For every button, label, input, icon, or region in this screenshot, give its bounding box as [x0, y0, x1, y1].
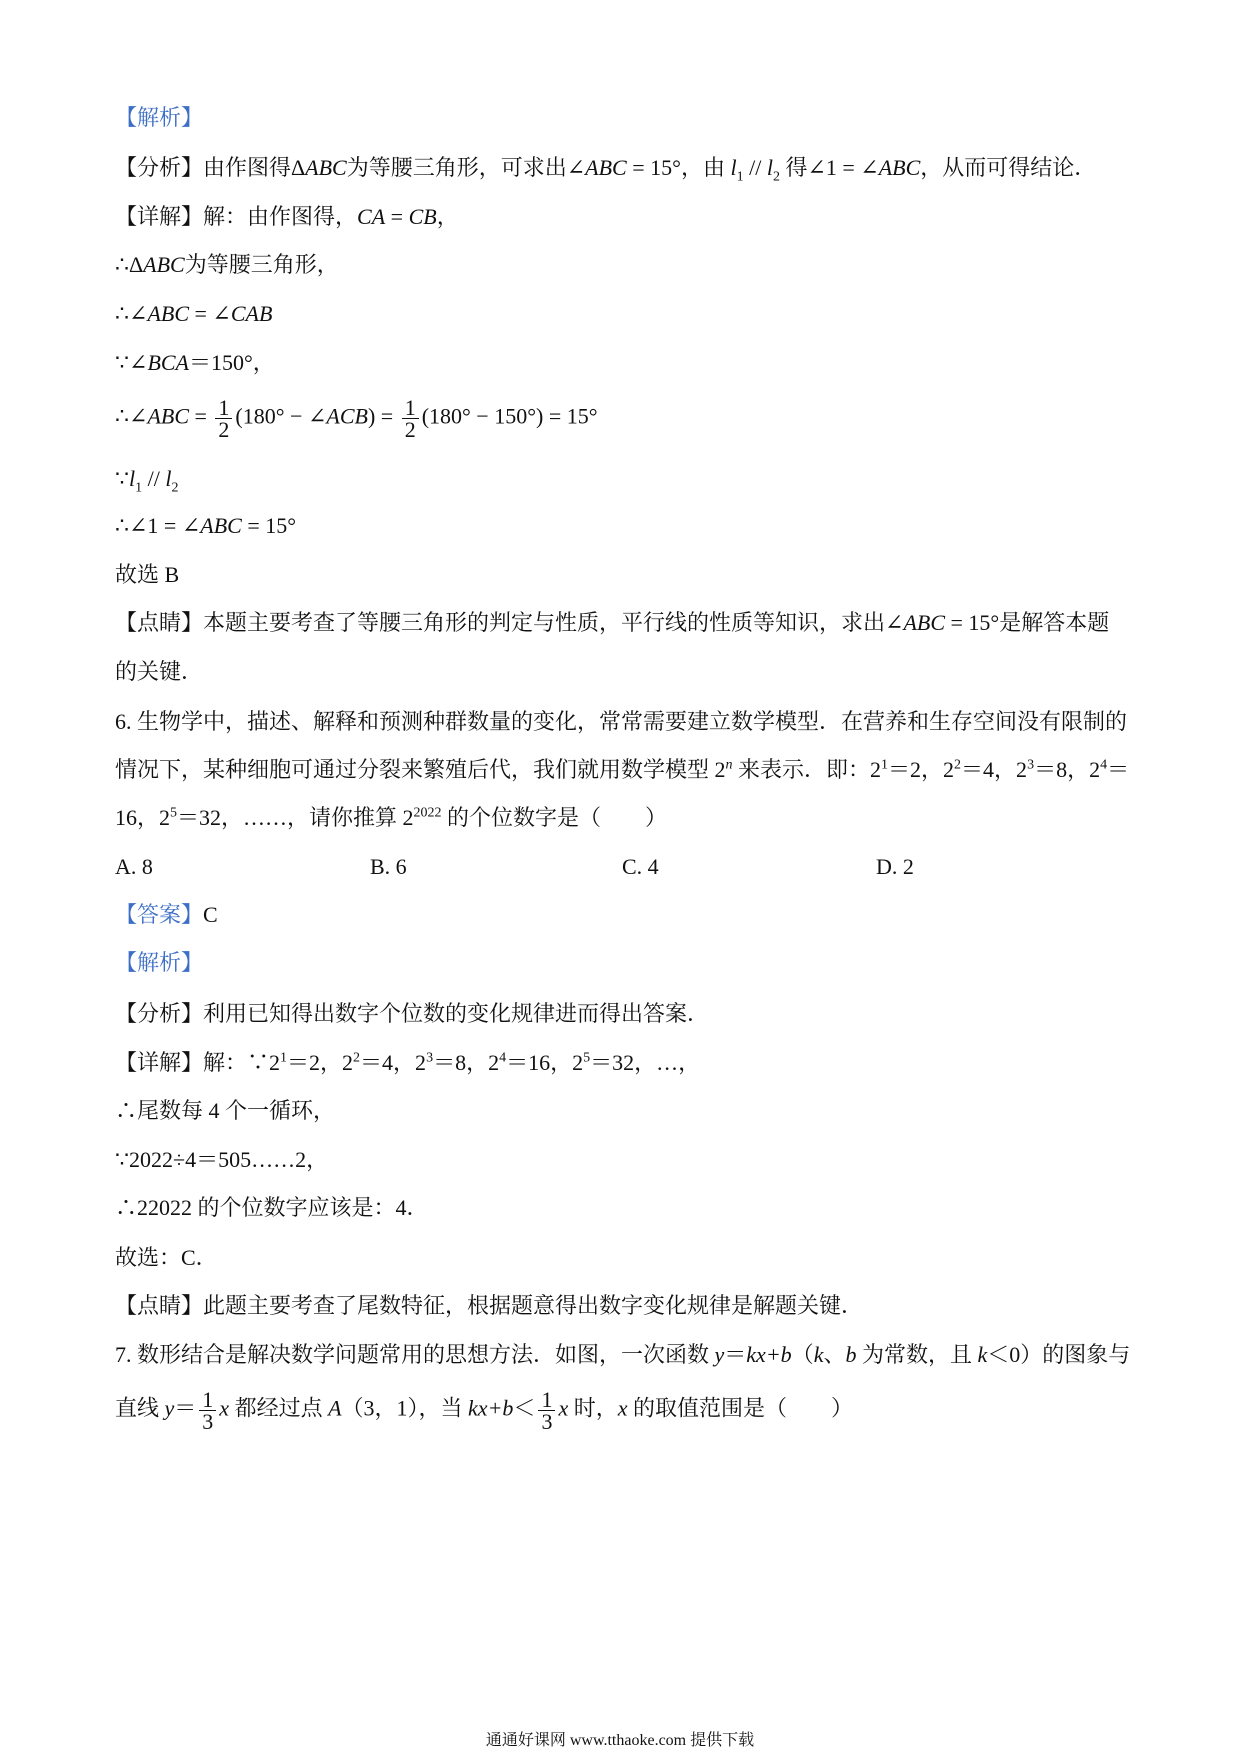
fraction-numerator: 1	[402, 397, 419, 419]
superscript: 1	[881, 757, 889, 773]
text-segment: 、	[823, 1342, 846, 1367]
text-segment: = 15°，由	[626, 155, 731, 180]
q6-answer-line	[115, 901, 218, 929]
q5-detail-step-5	[115, 397, 598, 440]
text-segment: ∵∠	[115, 350, 148, 375]
q5-choice: 故选 B	[115, 562, 180, 587]
subscript: 1	[135, 480, 143, 496]
math-variable: A	[328, 1395, 342, 1421]
superscript: 2	[954, 757, 962, 773]
fraction-denominator: 3	[202, 1409, 214, 1434]
math-variable: BCA	[147, 350, 189, 375]
q5-analysis-line	[115, 154, 1097, 185]
text-segment: 16，2	[115, 805, 171, 830]
text-segment: 为等腰三角形，	[184, 252, 339, 277]
q5-comment-line	[115, 609, 1109, 637]
text-segment: （	[791, 1342, 814, 1367]
q6-detail-step-4: ∴22022 的个位数字应该是：4．	[115, 1195, 429, 1220]
math-variable: x	[219, 1395, 230, 1421]
text-segment: ＝16，2	[506, 1050, 584, 1075]
text-segment: ＝150°，	[189, 350, 275, 375]
superscript: 5	[583, 1050, 591, 1066]
subscript: 2	[772, 169, 780, 185]
math-variable: ABC	[878, 155, 921, 180]
math-variable: CA	[357, 204, 386, 229]
q6-solution-heading	[115, 949, 203, 977]
text-segment: = ∠	[189, 301, 231, 326]
math-variable: k	[813, 1342, 824, 1367]
text-segment: ∴∠1 = ∠	[115, 513, 201, 538]
fraction-numerator: 1	[199, 1389, 216, 1411]
q6-option-a: A. 8	[115, 854, 153, 879]
math-variable: CB	[408, 204, 437, 229]
fraction-denominator: 2	[218, 417, 230, 442]
solution-label: 【解析】	[115, 950, 204, 975]
q6-analysis-line	[115, 1000, 709, 1028]
math-variable: ABC	[305, 155, 347, 180]
q6-stem-line-1: 6. 生物学中，描述、解释和预测种群数量的变化，常常需要建立数学模型．在营养和生存空间没有限制的	[115, 709, 1128, 734]
q5-detail-step-1	[115, 203, 459, 231]
text-segment: ∴∠	[115, 403, 148, 429]
fraction	[215, 397, 232, 440]
text-segment: 得∠1 = ∠	[779, 155, 879, 180]
math-variable: y	[714, 1342, 725, 1367]
fraction-denominator: 3	[541, 1409, 553, 1434]
math-variable: CAB	[230, 301, 273, 326]
fraction	[199, 1389, 216, 1432]
text-segment: （3，1），当	[341, 1395, 469, 1421]
text-segment: =	[385, 204, 409, 229]
text-segment: 都经过点	[229, 1395, 329, 1421]
q6-detail-step-3: ∵2022÷4＝505……2，	[115, 1147, 329, 1172]
math-variable: ABC	[147, 403, 189, 429]
fraction-denominator: 2	[404, 417, 416, 442]
text-segment: ＜0）的图象与	[987, 1342, 1131, 1367]
math-variable: b	[845, 1342, 857, 1367]
text-segment: ) =	[367, 403, 399, 429]
text-segment: 解：由作图得，	[203, 204, 358, 229]
q6-comment-line	[115, 1292, 863, 1320]
text-segment: = 15°是解答本题	[945, 610, 1110, 635]
fraction-numerator: 1	[538, 1389, 555, 1411]
math-variable: ABC	[200, 513, 242, 538]
superscript: 5	[170, 805, 178, 821]
q5-detail-step-6	[115, 465, 179, 496]
comment-label: 【点睛】	[115, 610, 204, 635]
answer-value: C	[203, 902, 218, 927]
q6-stem-line-3	[115, 804, 667, 832]
fraction	[402, 397, 419, 440]
text-segment: ＝4，2	[360, 1050, 427, 1075]
text-segment: 的个位数字是（ ）	[441, 805, 668, 830]
text-segment: ＝8，2	[1034, 757, 1101, 782]
subscript: 2	[171, 480, 179, 496]
text-segment: 本题主要考查了等腰三角形的判定与性质，平行线的性质等知识，求出∠	[203, 610, 904, 635]
q6-option-c: C. 4	[622, 854, 659, 879]
solution-label: 【解析】	[115, 105, 204, 130]
math-variable: y	[164, 1395, 175, 1421]
detail-label: 【详解】	[115, 1050, 204, 1075]
text-segment: ∴Δ	[115, 252, 144, 277]
text-segment: ＝	[724, 1342, 747, 1367]
page-footer: 通通好课网 www.tthaoke.com 提供下载	[485, 1732, 755, 1749]
q6-stem-line-2	[115, 756, 1129, 784]
analysis-label: 【分析】	[115, 1001, 204, 1026]
text-segment: 7. 数形结合是解决数学问题常用的思想方法．如图，一次函数	[115, 1342, 715, 1367]
text-segment: ＝8，2	[433, 1050, 500, 1075]
superscript: 3	[1027, 757, 1035, 773]
text-segment: ＝	[1107, 757, 1130, 782]
subscript: 1	[736, 169, 744, 185]
answer-label: 【答案】	[115, 902, 204, 927]
math-variable: x	[617, 1395, 628, 1421]
q7-stem-line-1	[115, 1341, 1130, 1369]
math-variable: ABC	[143, 252, 185, 277]
math-variable: ABC	[903, 610, 946, 635]
superscript: 4	[1100, 757, 1108, 773]
q6-choice: 故选：C．	[115, 1245, 218, 1270]
text-segment: ∴∠	[115, 301, 148, 326]
q6-option-b: B. 6	[370, 854, 407, 879]
math-variable: l	[129, 466, 136, 491]
q5-detail-step-2	[115, 251, 339, 279]
text-segment: ＜	[513, 1395, 536, 1421]
text-segment: ，从而可得结论．	[920, 155, 1097, 180]
text-segment: 情况下，某种细胞可通过分裂来繁殖后代，我们就用数学模型 2	[115, 757, 726, 782]
math-variable: kx+b	[746, 1342, 792, 1367]
parallel-symbol: //	[743, 155, 767, 180]
math-variable: l	[165, 466, 172, 491]
text-segment: ＝2，2	[888, 757, 955, 782]
q6-detail-step-2: ∴尾数每 4 个一循环，	[115, 1098, 336, 1123]
text-segment: = 15°	[241, 513, 297, 538]
text-segment: 为常数，且	[856, 1342, 978, 1367]
text-segment: =	[189, 403, 213, 429]
text-segment: 来表示．即：2	[732, 757, 882, 782]
detail-label: 【详解】	[115, 204, 204, 229]
q5-detail-step-7	[115, 512, 296, 540]
superscript: 2022	[413, 805, 442, 821]
fraction-numerator: 1	[215, 397, 232, 419]
q6-detail-step-1	[115, 1049, 700, 1077]
text-segment: ＝32，……，请你推算 2	[177, 805, 414, 830]
text-segment: 由作图得Δ	[203, 155, 306, 180]
text-segment: 解：∵2	[203, 1050, 281, 1075]
math-variable: ACB	[326, 403, 368, 429]
math-variable: kx+b	[468, 1395, 514, 1421]
superscript: 2	[353, 1050, 361, 1066]
q7-stem-line-2	[115, 1389, 853, 1432]
text-segment: ＝32，…，	[590, 1050, 701, 1075]
text-segment: (180° − 150°) = 15°	[421, 403, 598, 429]
math-variable: l	[766, 155, 773, 180]
text-segment: ，	[436, 204, 459, 229]
fraction	[538, 1389, 555, 1432]
math-variable: ABC	[585, 155, 627, 180]
text-segment: 时，	[568, 1395, 618, 1421]
comment-label: 【点睛】	[115, 1293, 204, 1318]
analysis-label: 【分析】	[115, 155, 204, 180]
q5-detail-step-3	[115, 300, 272, 328]
q5-detail-step-4	[115, 349, 275, 377]
q6-option-d: D. 2	[876, 854, 914, 879]
text-segment: ＝2，2	[287, 1050, 354, 1075]
text-segment: 的取值范围是（ ）	[627, 1395, 853, 1421]
superscript: 3	[426, 1050, 434, 1066]
text-segment: 为等腰三角形，可求出∠	[346, 155, 586, 180]
text-segment: 此题主要考查了尾数特征，根据题意得出数字变化规律是解题关键．	[203, 1293, 864, 1318]
superscript: n	[725, 757, 733, 773]
text-segment: 利用已知得出数字个位数的变化规律进而得出答案．	[203, 1001, 710, 1026]
superscript: 4	[499, 1050, 507, 1066]
q5-comment-continuation: 的关键．	[115, 659, 204, 684]
math-variable: l	[730, 155, 737, 180]
math-variable: k	[977, 1342, 988, 1367]
math-variable: ABC	[147, 301, 189, 326]
text-segment: (180° − ∠	[235, 403, 327, 429]
text-segment: ＝	[174, 1395, 197, 1421]
text-segment: 直线	[115, 1395, 165, 1421]
q5-solution-heading	[115, 104, 203, 132]
text-segment: ∵	[115, 466, 129, 491]
superscript: 1	[280, 1050, 288, 1066]
math-variable: x	[558, 1395, 569, 1421]
parallel-symbol: //	[142, 466, 166, 491]
text-segment: ＝4，2	[961, 757, 1028, 782]
